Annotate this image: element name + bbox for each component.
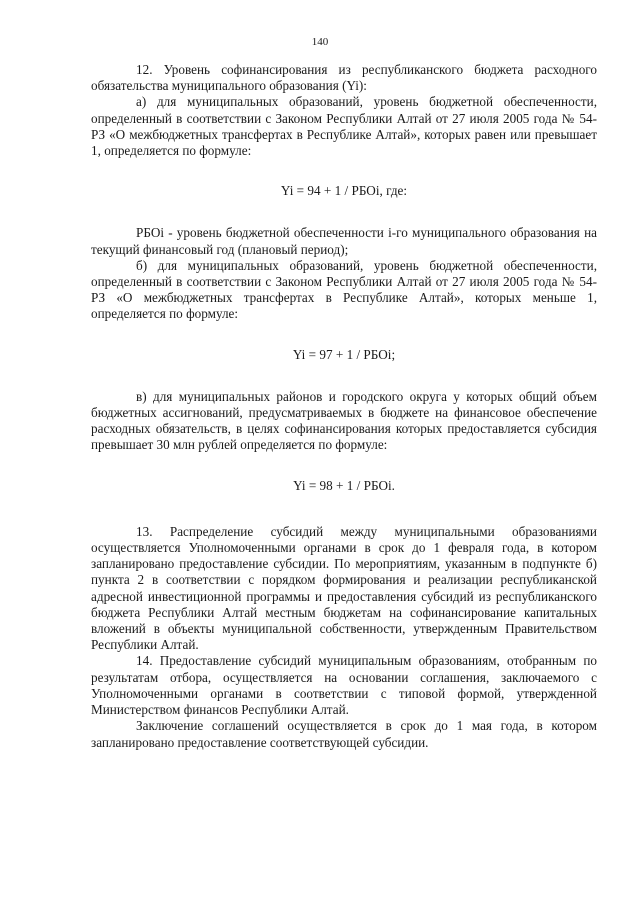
paragraph-14: 14. Предоставление субсидий муниципальным образованиям, отобранным по результатам отбора, осуществляется на основании соглашения, заключаемого с Уполномоченными органами в соответствии с типовой формой, утвержденной Министерством финансов Республики Алтай. [91,653,597,718]
paragraph-14-conclusion: Заключение соглашений осуществляется в срок до 1 мая года, в котором запланировано предоставление соответствующей субсидии. [91,718,597,750]
rbo-definition: РБОi - уровень бюджетной обеспеченности i-го муниципального образования на текущий финансовый год (плановый период); [91,225,597,257]
paragraph-12b: б) для муниципальных образований, уровень бюджетной обеспеченности, определенный в соответствии с Законом Республики Алтай от 27 июля 2005 года № 54-РЗ «О межбюджетных трансфертах в Республике Алтай», которых меньше 1, определяется по формуле: [91,257,597,322]
paragraph-12a: а) для муниципальных образований, уровень бюджетной обеспеченности, определенный в соответствии с Законом Республики Алтай от 27 июля 2005 года № 54-РЗ «О межбюджетных трансфертах в Республике Алтай», которых равен или превышает 1, определяется по формуле: [91,94,597,159]
page-number: 140 [311,36,329,48]
formula-2: Yi = 97 + 1 / РБОi; [292,346,396,362]
document-body [91,62,597,751]
formula-3: Yi = 98 + 1 / РБОi. [293,477,395,493]
paragraph-12c: в) для муниципальных районов и городского округа у которых общий объем бюджетных ассигнований, предусматриваемых в бюджете на финансовое обеспечение расходных обязательств, в целях софинансирования которых предоставляется субсидия превышает 30 млн рублей определяется по формуле: [91,388,597,453]
paragraph-13: 13. Распределение субсидий между муниципальными образованиями осуществляется Уполномоченными органами в срок до 1 февраля года, в котором запланировано предоставление субсидии. По мероприятиям, указанным в подпункте б) пункта 2 в соответствии с порядком формирования и реализации республиканской адресной инвестиционной программы и предоставления субсидий из республиканского бюджета Республики Алтай местным бюджетам на софинансирование капитальных вложений в объекты муниципальной собственности, утвержденным Правительством Республики Алтай. [91,523,597,653]
formula-1: Yi = 94 + 1 / РБОi, где: [280,183,408,199]
paragraph-12: 12. Уровень софинансирования из республиканского бюджета расходного обязательства муниципального образования (Yi): [91,62,597,94]
